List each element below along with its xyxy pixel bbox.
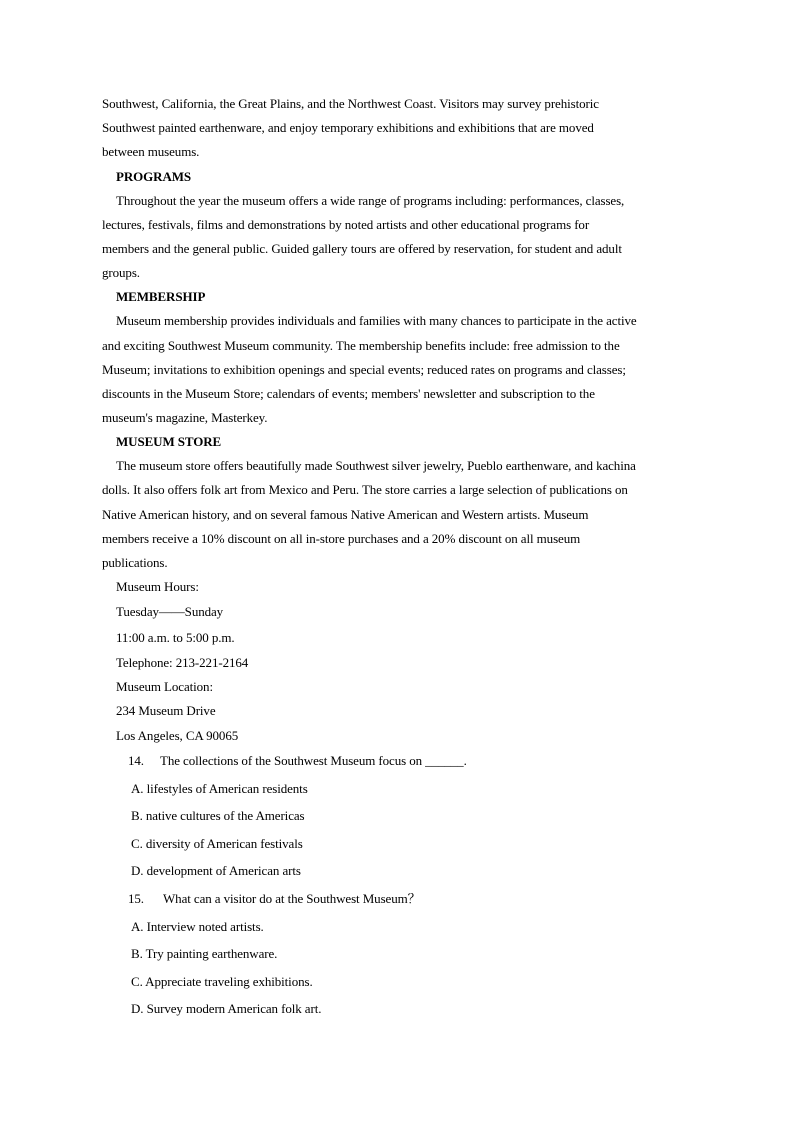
hours-label: Museum Hours:: [116, 579, 199, 594]
question-14: [128, 752, 467, 770]
programs-heading: PROGRAMS: [116, 169, 192, 184]
membership-line-2: and exciting Southwest Museum community. The membership benefits include: free admission to the: [102, 338, 620, 353]
store-line-4: members receive a 10% discount on all in-store purchases and a 20% discount on all museum: [102, 531, 581, 546]
question-14-number: 14.: [128, 753, 144, 768]
programs-line-4: groups.: [102, 265, 140, 280]
question-14-stem: The collections of the Southwest Museum focus on ______.: [160, 753, 467, 768]
question-15-option-b: B. Try painting earthenware.: [131, 946, 278, 961]
question-14-option-d: D. development of American arts: [131, 863, 301, 878]
question-14-option-b: B. native cultures of the Americas: [131, 808, 305, 823]
store-line-3: Native American history, and on several famous Native American and Western artists. Museum: [102, 507, 589, 522]
intro-line-3: between museums.: [102, 144, 200, 159]
programs-line-3: members and the general public. Guided gallery tours are offered by reservation, for student and adult: [102, 241, 622, 256]
store-line-2: dolls. It also offers folk art from Mexico and Peru. The store carries a large selection of publications on: [102, 482, 628, 497]
question-14-option-a: A. lifestyles of American residents: [131, 781, 308, 796]
question-15-option-c: C. Appreciate traveling exhibitions.: [131, 974, 313, 989]
hours-days: Tuesday——Sunday: [116, 604, 224, 619]
intro-line-1: Southwest, California, the Great Plains, and the Northwest Coast. Visitors may survey prehistoric: [102, 96, 599, 111]
hours-times: 11:00 a.m. to 5:00 p.m.: [116, 630, 235, 645]
question-15-option-d: D. Survey modern American folk art.: [131, 1001, 322, 1016]
location-street: 234 Museum Drive: [116, 703, 216, 718]
question-15-option-a: A. Interview noted artists.: [131, 919, 264, 934]
question-14-option-c: C. diversity of American festivals: [131, 836, 303, 851]
location-label: Museum Location:: [116, 679, 213, 694]
store-line-5: publications.: [102, 555, 168, 570]
membership-line-4: discounts in the Museum Store; calendars of events; members' newsletter and subscription to the: [102, 386, 595, 401]
location-city: Los Angeles, CA 90065: [116, 728, 239, 743]
programs-line-2: lectures, festivals, films and demonstrations by noted artists and other educational programs for: [102, 217, 590, 232]
question-15-number: 15.: [128, 891, 144, 906]
membership-line-1: Museum membership provides individuals and families with many chances to participate in the active: [116, 313, 637, 328]
question-15-stem: What can a visitor do at the Southwest Museum？: [163, 891, 421, 906]
programs-line-1: Throughout the year the museum offers a wide range of programs including: performances, classes,: [116, 193, 625, 208]
membership-line-3: Museum; invitations to exhibition openings and special events; reduced rates on programs and classes;: [102, 362, 626, 377]
intro-line-2: Southwest painted earthenware, and enjoy temporary exhibitions and exhibitions that are moved: [102, 120, 594, 135]
store-heading: MUSEUM STORE: [116, 434, 222, 449]
membership-line-5: museum's magazine, Masterkey.: [102, 410, 268, 425]
telephone: Telephone: 213-221-2164: [116, 655, 249, 670]
question-15: [128, 890, 421, 908]
membership-heading: MEMBERSHIP: [116, 289, 206, 304]
store-line-1: The museum store offers beautifully made Southwest silver jewelry, Pueblo earthenware, and kachina: [116, 458, 636, 473]
